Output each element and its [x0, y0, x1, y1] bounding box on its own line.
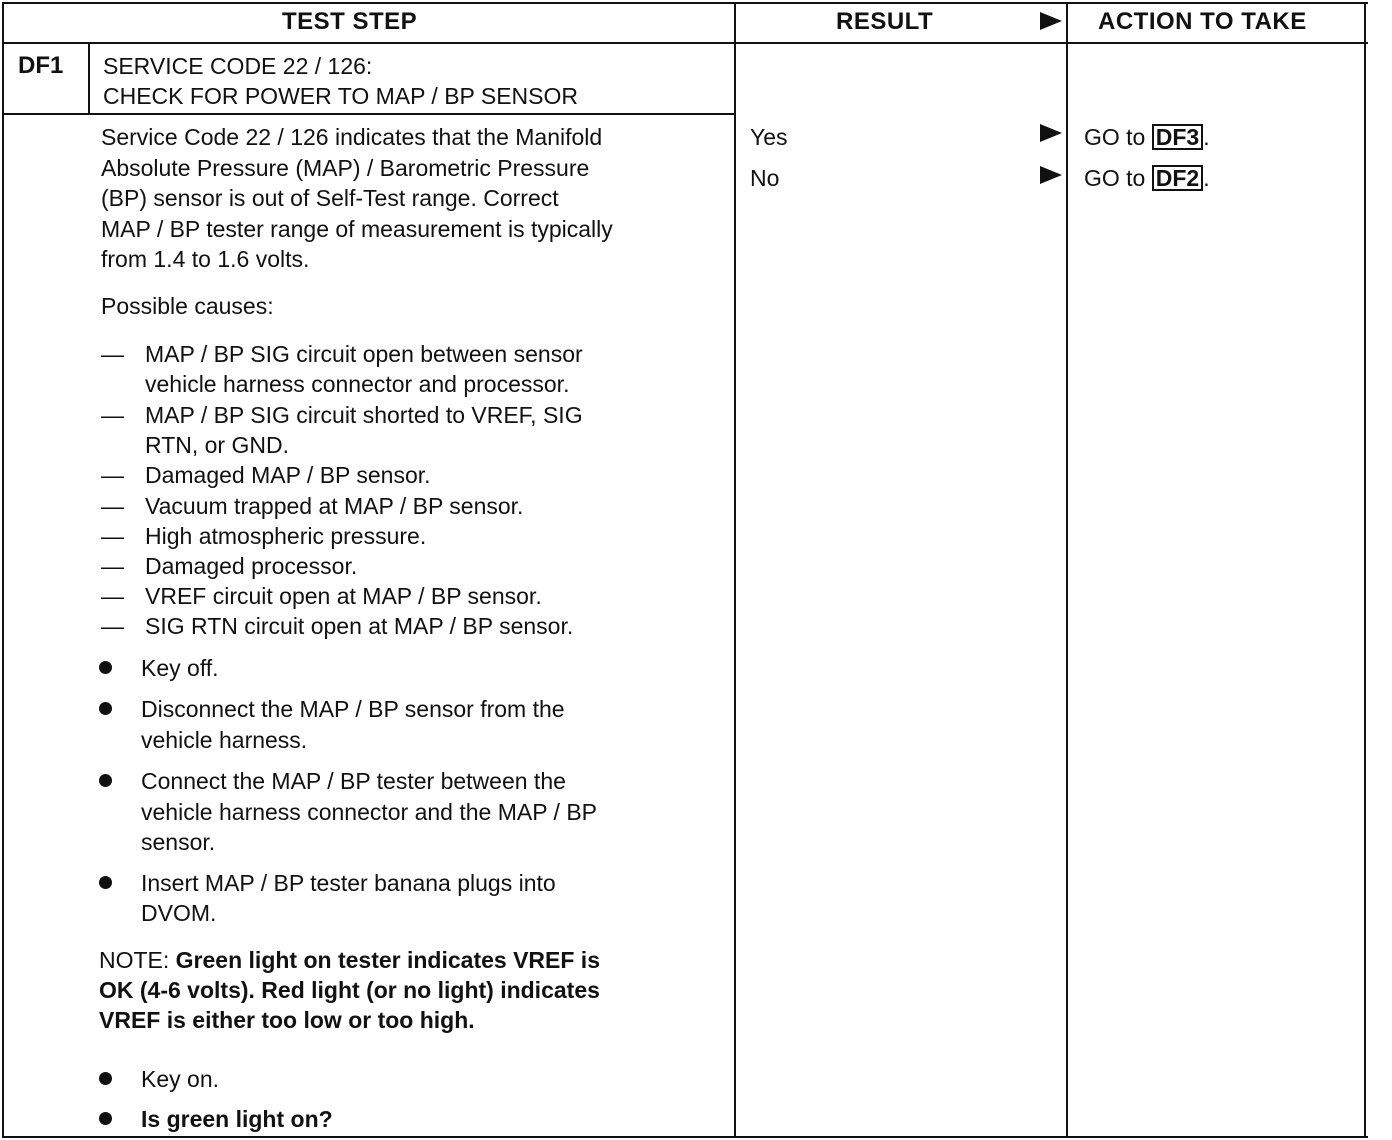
bullet-icon — [99, 1112, 112, 1125]
intro-line: Absolute Pressure (MAP) / Barometric Pressure — [101, 155, 590, 181]
step-id-divider — [88, 42, 90, 115]
step-line: sensor. — [141, 829, 216, 855]
final-step-question: Is green light on? — [141, 1106, 333, 1132]
header-bottom-border — [2, 42, 1368, 44]
result-arrow-icon — [1040, 166, 1062, 184]
header-action: ACTION TO TAKE — [1098, 8, 1307, 35]
result-arrow-icon — [1040, 124, 1062, 142]
cause-line: vehicle harness connector and processor. — [145, 371, 570, 397]
dash-marker: — — [101, 523, 124, 549]
intro-line: (BP) sensor is out of Self-Test range. Correct — [101, 185, 559, 211]
final-step-line: Key on. — [141, 1066, 219, 1092]
dash-marker: — — [101, 402, 124, 428]
action-prefix: GO to — [1084, 165, 1152, 191]
intro-line: Service Code 22 / 126 indicates that the Manifold — [101, 124, 603, 150]
bullet-icon — [99, 774, 112, 787]
bullet-icon — [99, 1072, 112, 1085]
action-suffix: . — [1203, 124, 1210, 150]
cause-line: Vacuum trapped at MAP / BP sensor. — [145, 493, 524, 519]
dash-marker: — — [101, 553, 124, 579]
table-left-border — [2, 2, 4, 1138]
step-line: Insert MAP / BP tester banana plugs into — [141, 870, 556, 896]
step-title-line-2: CHECK FOR POWER TO MAP / BP SENSOR — [103, 83, 579, 109]
action-yes — [1084, 122, 1210, 153]
step-line: vehicle harness connector and the MAP / BP — [141, 799, 598, 825]
cause-line: RTN, or GND. — [145, 432, 289, 458]
intro-line: MAP / BP tester range of measurement is typically — [101, 216, 613, 242]
cause-line: High atmospheric pressure. — [145, 523, 427, 549]
cause-line: SIG RTN circuit open at MAP / BP sensor. — [145, 613, 574, 639]
step-id: DF1 — [18, 52, 64, 79]
step-line: Connect the MAP / BP tester between the — [141, 768, 566, 794]
header-result: RESULT — [836, 8, 934, 35]
action-no — [1084, 163, 1210, 194]
table-bottom-border — [2, 1136, 1368, 1138]
dash-marker: — — [101, 493, 124, 519]
step-line: Disconnect the MAP / BP sensor from the — [141, 696, 565, 722]
table-right-border — [1364, 2, 1366, 1138]
note-prefix: NOTE: — [99, 947, 176, 973]
dash-marker: — — [101, 583, 124, 609]
action-prefix: GO to — [1084, 124, 1152, 150]
step-title-bottom-border — [2, 113, 736, 115]
action-suffix: . — [1203, 165, 1210, 191]
step-line: Key off. — [141, 655, 219, 681]
bullet-icon — [99, 661, 112, 674]
step-line: DVOM. — [141, 900, 217, 926]
table-top-border — [2, 2, 1368, 4]
dash-marker: — — [101, 341, 124, 367]
cause-line: Damaged processor. — [145, 553, 358, 579]
intro-line: from 1.4 to 1.6 volts. — [101, 246, 310, 272]
link-df2[interactable]: DF2 — [1152, 165, 1203, 191]
note-text: Green light on tester indicates VREF is — [175, 947, 600, 973]
cause-line: VREF circuit open at MAP / BP sensor. — [145, 583, 542, 609]
note-line-1 — [99, 945, 600, 976]
note-line-3: VREF is either too low or too high. — [99, 1007, 475, 1033]
test-step-result-divider — [734, 2, 736, 1138]
result-action-divider — [1066, 2, 1068, 1138]
dash-marker: — — [101, 613, 124, 639]
link-df3[interactable]: DF3 — [1152, 124, 1203, 150]
header-test-step: TEST STEP — [282, 8, 418, 35]
bullet-icon — [99, 702, 112, 715]
cause-line: MAP / BP SIG circuit open between sensor — [145, 341, 583, 367]
bullet-icon — [99, 876, 112, 889]
cause-line: MAP / BP SIG circuit shorted to VREF, SIG — [145, 402, 583, 428]
result-no: No — [750, 165, 780, 191]
step-line: vehicle harness. — [141, 727, 308, 753]
step-title-line-1: SERVICE CODE 22 / 126: — [103, 53, 373, 79]
cause-line: Damaged MAP / BP sensor. — [145, 462, 431, 488]
dash-marker: — — [101, 462, 124, 488]
header-arrow-icon — [1040, 12, 1062, 30]
note-line-2: OK (4-6 volts). Red light (or no light) indicates — [99, 977, 600, 1003]
causes-heading: Possible causes: — [101, 293, 274, 319]
result-yes: Yes — [750, 124, 788, 150]
